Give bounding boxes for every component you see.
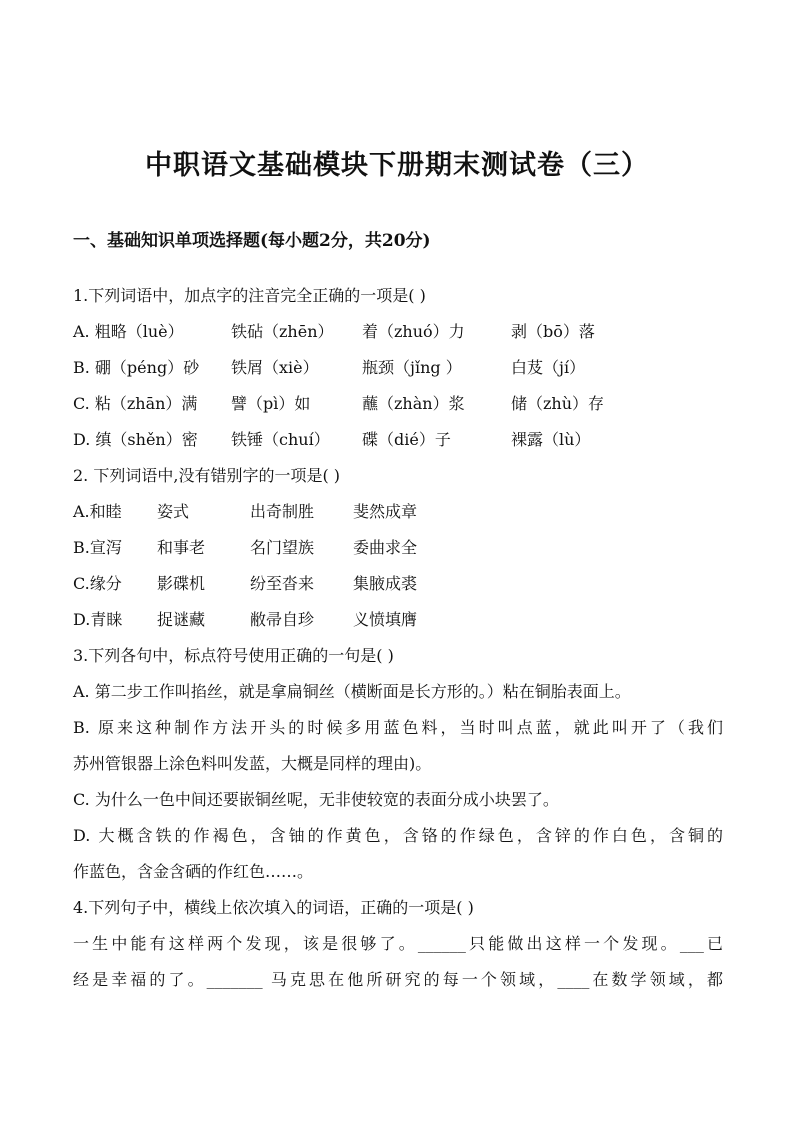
q1-a-col3: 着（zhuó）力 (362, 322, 465, 341)
q2-b-col2: 和事老 (157, 538, 206, 557)
q4-passage-line-1: 一生中能有这样两个发现，该是很够了。______只能做出这样一个发现。___已 (73, 934, 723, 953)
q1-c-col4: 储（zhù）存 (511, 394, 605, 413)
q1-d-col3: 碟（dié）子 (362, 430, 451, 449)
q4-passage-line-2: 经是幸福的了。_______ 马克思在他所研究的每一个领域，____在数学领域，都 (73, 970, 723, 989)
q3-option-b: B. 原来这种制作方法开头的时候多用蓝色料，当时叫点蓝，就此叫开了（我们 (73, 718, 723, 737)
q2-option-a (73, 499, 733, 525)
q2-b-col4: 委曲求全 (353, 538, 418, 557)
question-1-stem: 1.下列词语中，加点字的注音完全正确的一项是( ) (73, 286, 426, 305)
q1-b-col3: 瓶颈（jǐng ） (362, 358, 462, 377)
q1-c-col1: C. 粘（zhān）满 (73, 394, 198, 413)
q2-b-col3: 名门望族 (250, 538, 315, 557)
q1-option-d (73, 427, 733, 453)
q1-option-b (73, 355, 733, 381)
question-3-stem: 3.下列各句中，标点符号使用正确的一句是( ) (73, 646, 394, 665)
q2-a-col1: A.和睦 (73, 502, 122, 521)
q1-c-col3: 蘸（zhàn）浆 (362, 394, 465, 413)
q2-d-col3: 敝帚自珍 (250, 610, 315, 629)
q3-option-a: A. 第二步工作叫掐丝，就是拿扁铜丝（横断面是长方形的。）粘在铜胎表面上。 (73, 682, 631, 701)
question-4-stem: 4.下列句子中，横线上依次填入的词语，正确的一项是( ) (73, 898, 474, 917)
q2-b-col1: B.宣泻 (73, 538, 122, 557)
q2-c-col3: 纷至沓来 (250, 574, 315, 593)
q1-d-col2: 铁锤（chuí） (231, 430, 330, 449)
q1-option-a (73, 319, 733, 345)
q1-d-col4: 裸露（lù） (511, 430, 591, 449)
q1-c-col2: 譬（pì）如 (231, 394, 311, 413)
q3-option-c: C. 为什么一色中间还要嵌铜丝呢，无非使较宽的表面分成小块罢了。 (73, 790, 559, 809)
q2-option-c (73, 571, 733, 597)
q2-d-col2: 捉谜藏 (157, 610, 206, 629)
q2-c-col2: 影碟机 (157, 574, 206, 593)
section-heading: 一、基础知识单项选择题(每小题2分，共20分) (73, 231, 431, 251)
q3-option-d: D. 大概含铁的作褐色，含铀的作黄色，含铬的作绿色，含锌的作白色，含铜的 (73, 826, 723, 845)
q2-c-col1: C.缘分 (73, 574, 122, 593)
q2-c-col4: 集腋成裘 (353, 574, 418, 593)
q1-a-col4: 剥（bō）落 (511, 322, 595, 341)
q2-a-col2: 姿式 (157, 502, 190, 521)
q2-d-col4: 义愤填膺 (353, 610, 418, 629)
q2-option-d (73, 607, 733, 633)
q1-b-col2: 铁屑（xiè） (231, 358, 319, 377)
q2-d-col1: D.青睐 (73, 610, 123, 629)
q1-d-col1: D. 缜（shěn）密 (73, 430, 198, 449)
q1-b-col1: B. 硼（péng）砂 (73, 358, 200, 377)
q2-a-col4: 斐然成章 (353, 502, 418, 521)
q3-option-d-cont: 作蓝色，含金含硒的作红色……。 (73, 862, 314, 881)
q1-option-c (73, 391, 733, 417)
q2-a-col3: 出奇制胜 (250, 502, 315, 521)
q3-option-b-cont: 苏州管银器上涂色料叫发蓝，大概是同样的理由)。 (73, 754, 432, 773)
q1-a-col1: A. 粗略（luè） (73, 322, 184, 341)
q2-option-b (73, 535, 733, 561)
q1-a-col2: 铁砧（zhēn） (231, 322, 334, 341)
page-title: 中职语文基础模块下册期末测试卷（三） (145, 150, 649, 181)
question-2-stem: 2. 下列词语中,没有错别字的一项是( ) (73, 466, 341, 485)
q1-b-col4: 白芨（jí） (511, 358, 586, 377)
